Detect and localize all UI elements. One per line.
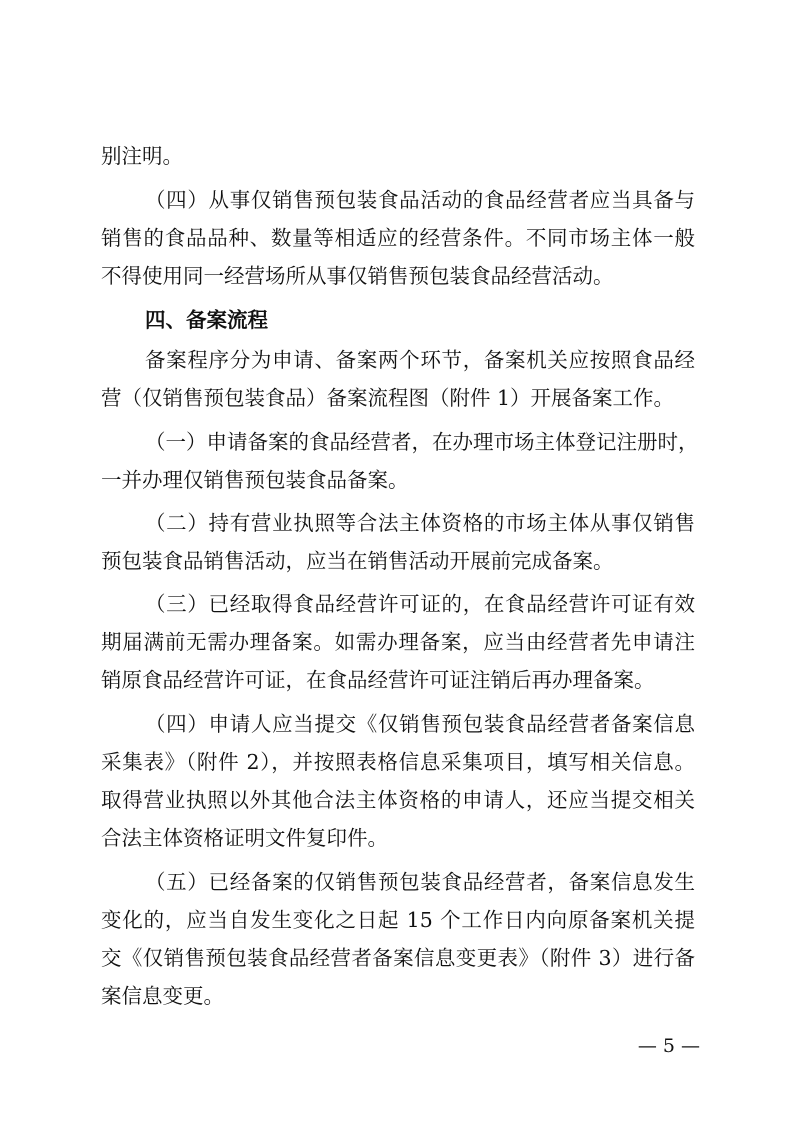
- body-line: 期届满前无需办理备案。如需办理备案，应当由经营者先申请注: [101, 630, 695, 654]
- body-line: 销售的食品品种、数量等相适应的经营条件。不同市场主体一般: [101, 226, 695, 250]
- body-line: 取得营业执照以外其他合法主体资格的申请人，还应当提交相关: [101, 788, 695, 812]
- body-line: 变化的，应当自发生变化之日起 15 个工作日内向原备案机关提: [101, 908, 695, 932]
- body-line: （五）已经备案的仅销售预包装食品经营者，备案信息发生: [145, 870, 695, 894]
- body-line: 不得使用同一经营场所从事仅销售预包装食品经营活动。: [101, 264, 614, 288]
- body-line: 交《仅销售预包装食品经营者备案信息变更表》（附件 3）进行备: [101, 946, 695, 970]
- body-line: 合法主体资格证明文件复印件。: [101, 826, 388, 850]
- body-line: （四）从事仅销售预包装食品活动的食品经营者应当具备与: [145, 188, 695, 212]
- page-number: — 5 —: [637, 1035, 700, 1057]
- body-line: （四）申请人应当提交《仅销售预包装食品经营者备案信息: [145, 712, 695, 736]
- body-line: 采集表》（附件 2），并按照表格信息采集项目，填写相关信息。: [101, 750, 695, 774]
- body-line: （一）申请备案的食品经营者，在办理市场主体登记注册时，: [145, 430, 699, 454]
- section-heading: 四、备案流程: [145, 308, 268, 332]
- body-line: 营（仅销售预包装食品）备案流程图（附件 1）开展备案工作。: [101, 386, 675, 410]
- body-line: 销原食品经营许可证，在食品经营许可证注销后再办理备案。: [101, 668, 655, 692]
- body-line: （二）持有营业执照等合法主体资格的市场主体从事仅销售: [145, 511, 695, 535]
- body-line: 备案程序分为申请、备案两个环节，备案机关应按照食品经: [145, 348, 695, 372]
- body-line: 预包装食品销售活动，应当在销售活动开展前完成备案。: [101, 549, 614, 573]
- body-line: 案信息变更。: [101, 984, 224, 1008]
- body-line: （三）已经取得食品经营许可证的，在食品经营许可证有效: [145, 592, 695, 616]
- body-line: 别注明。: [101, 144, 183, 168]
- body-line: 一并办理仅销售预包装食品备案。: [101, 468, 409, 492]
